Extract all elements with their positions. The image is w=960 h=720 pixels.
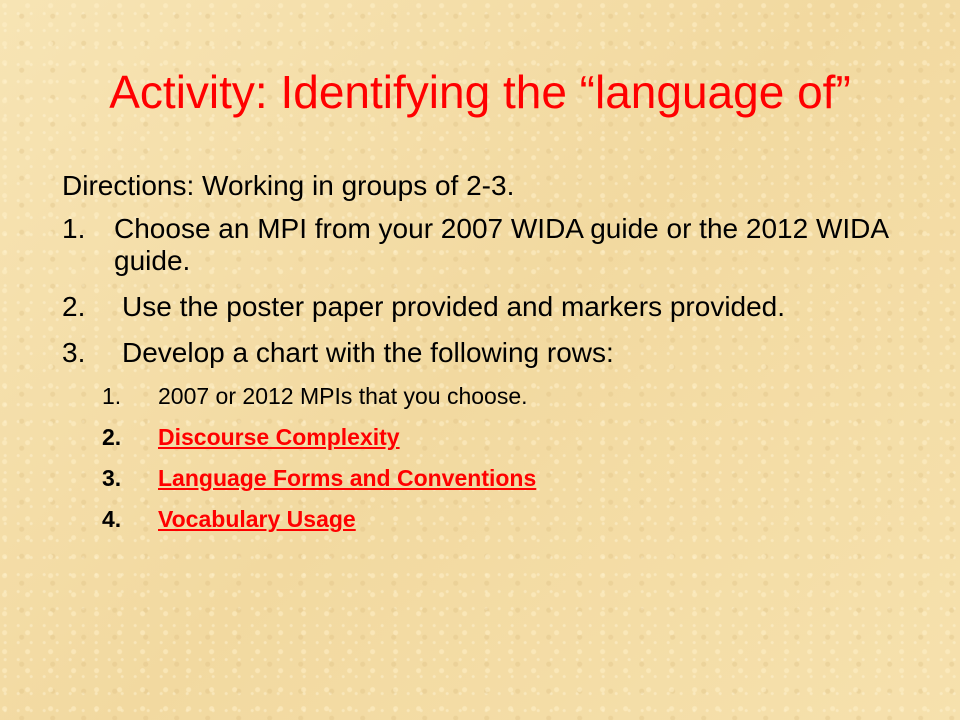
step-number: 1. <box>62 213 86 244</box>
step-number: 2. <box>62 291 86 322</box>
directions-text: Directions: Working in groups of 2-3. <box>62 170 515 201</box>
step-text: Choose an MPI from your 2007 WIDA guide or the 2012 WIDA guide. <box>114 213 888 276</box>
chart-rows-list <box>102 383 922 533</box>
row-number: 3. <box>102 465 122 491</box>
chart-row-1 <box>102 383 922 410</box>
row-number: 1. <box>102 383 122 409</box>
vocabulary-usage-link[interactable]: Vocabulary Usage <box>158 506 356 532</box>
row-number: 4. <box>102 506 122 532</box>
slide-body <box>62 170 922 547</box>
chart-row-4 <box>102 506 922 533</box>
step-3 <box>62 337 922 369</box>
step-2 <box>62 291 922 323</box>
step-1 <box>62 213 922 277</box>
slide-title: Activity: Identifying the “language of” <box>109 66 851 118</box>
chart-row-3 <box>102 465 922 492</box>
row-number: 2. <box>102 424 122 450</box>
step-number: 3. <box>62 337 86 368</box>
row-text: 2007 or 2012 MPIs that you choose. <box>158 383 528 409</box>
step-text: Use the poster paper provided and markers provided. <box>122 291 786 322</box>
step-text: Develop a chart with the following rows: <box>122 337 614 368</box>
language-forms-link[interactable]: Language Forms and Conventions <box>158 465 537 491</box>
chart-row-2 <box>102 424 922 451</box>
discourse-complexity-link[interactable]: Discourse Complexity <box>158 424 400 450</box>
